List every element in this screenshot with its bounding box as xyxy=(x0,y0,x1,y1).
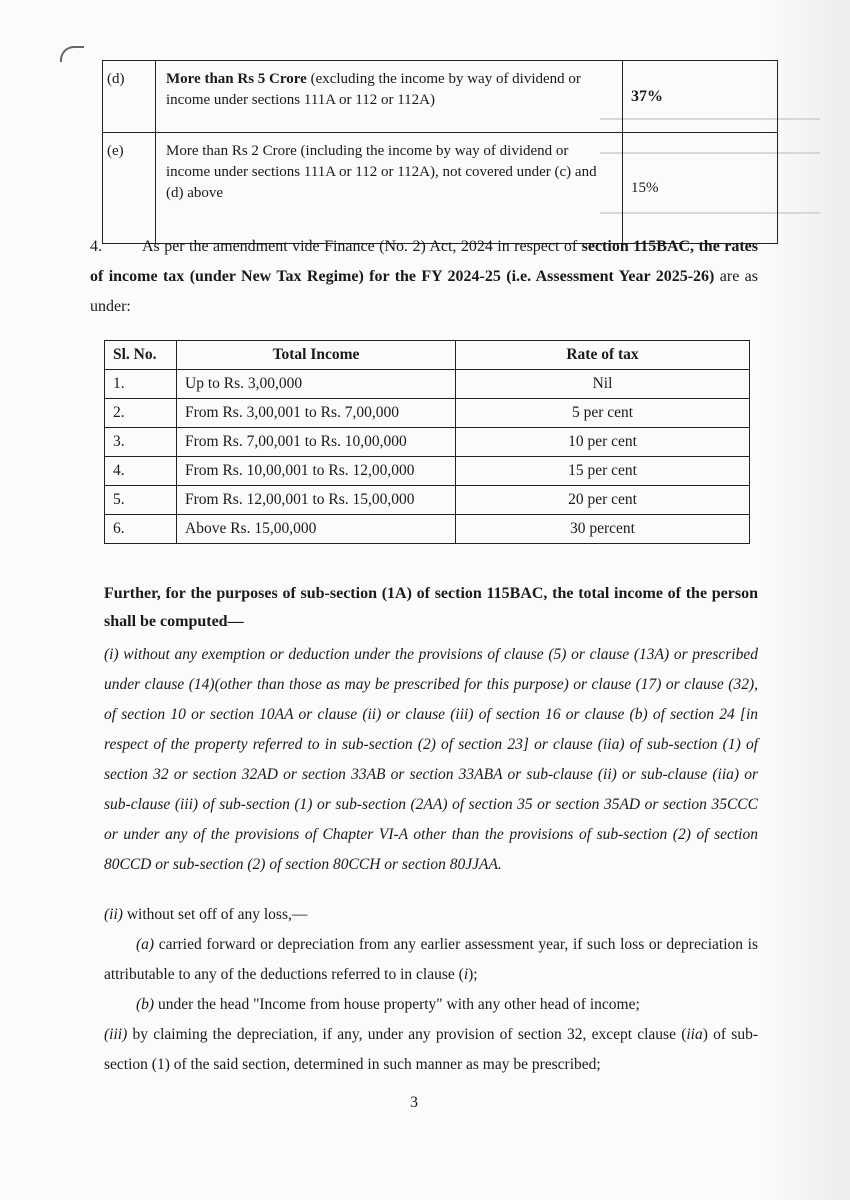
cell-rate: 5 per cent xyxy=(456,399,750,428)
clause-text: under the head "Income from house property" with any other head of income; xyxy=(154,996,640,1013)
paragraph-bold-text: section 115BAC, the rates of income tax (under New Tax Regime) for the FY 2024-25 (i.e. Assessment Year 2025-26) xyxy=(90,238,758,285)
clause-marker: (b) xyxy=(136,996,155,1013)
table-row xyxy=(105,399,750,428)
surcharge-table xyxy=(102,60,778,244)
cell-rate: 10 per cent xyxy=(456,428,750,457)
row-label: (e) xyxy=(103,133,156,244)
cell-sl-no: 3. xyxy=(105,428,177,457)
tax-rate-table xyxy=(104,340,750,544)
cell-sl-no: 6. xyxy=(105,515,177,544)
table-header-row xyxy=(105,341,750,370)
table-row xyxy=(105,457,750,486)
table-row xyxy=(105,428,750,457)
clause-marker: (iii) xyxy=(104,1026,128,1043)
clause-iii xyxy=(104,1020,758,1080)
paragraph-4 xyxy=(90,232,758,322)
cell-sl-no: 1. xyxy=(105,370,177,399)
cell-sl-no: 5. xyxy=(105,486,177,515)
clause-ref: i xyxy=(463,966,469,983)
cell-total-income: From Rs. 10,00,001 to Rs. 12,00,000 xyxy=(177,457,456,486)
punch-mark xyxy=(60,46,84,62)
cell-rate: 15 per cent xyxy=(456,457,750,486)
row-description-bold: More than Rs 5 Crore xyxy=(166,71,307,87)
table-row xyxy=(103,133,778,244)
cell-sl-no: 2. xyxy=(105,399,177,428)
cell-rate: Nil xyxy=(456,370,750,399)
cell-rate: 20 per cent xyxy=(456,486,750,515)
clause-text-end: ) of sub-section (1) of the said section, determined in such manner as may be prescribed; xyxy=(104,1026,758,1073)
row-label: (d) xyxy=(103,61,156,133)
further-heading: Further, for the purposes of sub-section (1A) of section 115BAC, the total income of the person shall be computed— xyxy=(104,585,758,630)
cell-total-income: From Rs. 3,00,001 to Rs. 7,00,000 xyxy=(177,399,456,428)
header-sl-no: Sl. No. xyxy=(105,341,177,370)
paragraph-text-end: are as under: xyxy=(90,268,759,315)
row-rate: 37% xyxy=(623,61,778,133)
sub-clause-b xyxy=(104,990,758,1020)
clause-marker: (a) xyxy=(136,936,155,953)
clause-text: by claiming the depreciation, if any, under any provision of section 32, except clause ( xyxy=(127,1026,687,1043)
cell-total-income: Above Rs. 15,00,000 xyxy=(177,515,456,544)
row-description-text: (excluding the income by way of dividend or income under sections 111A or 112 or 112A) xyxy=(166,71,581,108)
clause-ref: iia xyxy=(686,1026,703,1043)
clause-ii xyxy=(104,900,758,930)
cell-rate: 30 percent xyxy=(456,515,750,544)
row-description xyxy=(156,61,623,133)
table-row xyxy=(105,515,750,544)
paragraph-text: As per the amendment vide Finance (No. 2) Act, 2024 in respect of xyxy=(142,238,582,255)
clause-i: (i) without any exemption or deduction under the provisions of clause (5) or clause (13A) or prescribed under clause (14)(other than those as may be prescribed for this purpose) or clause (17) or clause (32), of section 10 or section 10AA or clause (ii) or clause (iii) of section 16 or clause (b) of section 24 [in respect of the property referred to in sub-section (2) of section 23] or clause (iia) of sub-section (1) of section 32 or section 32AD or section 33AB or section 33ABA or sub-clause (ii) or sub-clause (iia) or sub-clause (iii) of sub-section (1) or sub-section (2AA) of section 35 or section 35AD or section 35CCC or under any of the provisions of Chapter VI-A other than the provisions of sub-section (2) of section 80CCD or sub-section (2) of section 80CCH or section 80JJAA. xyxy=(104,646,758,873)
paragraph-number: 4. xyxy=(90,238,102,255)
sub-clause-a xyxy=(104,930,758,990)
cell-sl-no: 4. xyxy=(105,457,177,486)
table-row xyxy=(105,370,750,399)
clause-text: carried forward or depreciation from any earlier assessment year, if such loss or depreciation is attributable to any of the deductions referred to in clause ( xyxy=(104,936,758,983)
header-total-income: Total Income xyxy=(177,341,456,370)
table-row xyxy=(105,486,750,515)
clause-text: without set off of any loss,— xyxy=(122,906,308,923)
row-rate: 15% xyxy=(623,133,778,244)
header-rate-of-tax: Rate of tax xyxy=(456,341,750,370)
row-description xyxy=(156,133,623,244)
cell-total-income: Up to Rs. 3,00,000 xyxy=(177,370,456,399)
cell-total-income: From Rs. 7,00,001 to Rs. 10,00,000 xyxy=(177,428,456,457)
row-description-text: More than Rs 2 Crore (including the income by way of dividend or income under sections 111A or 112 or 112A), not covered under (c) and (d) above xyxy=(166,143,597,201)
cell-total-income: From Rs. 12,00,001 to Rs. 15,00,000 xyxy=(177,486,456,515)
clause-text-end: ); xyxy=(468,966,478,983)
page-number: 3 xyxy=(410,1094,418,1111)
table-row xyxy=(103,61,778,133)
clause-marker: (ii) xyxy=(104,906,123,923)
